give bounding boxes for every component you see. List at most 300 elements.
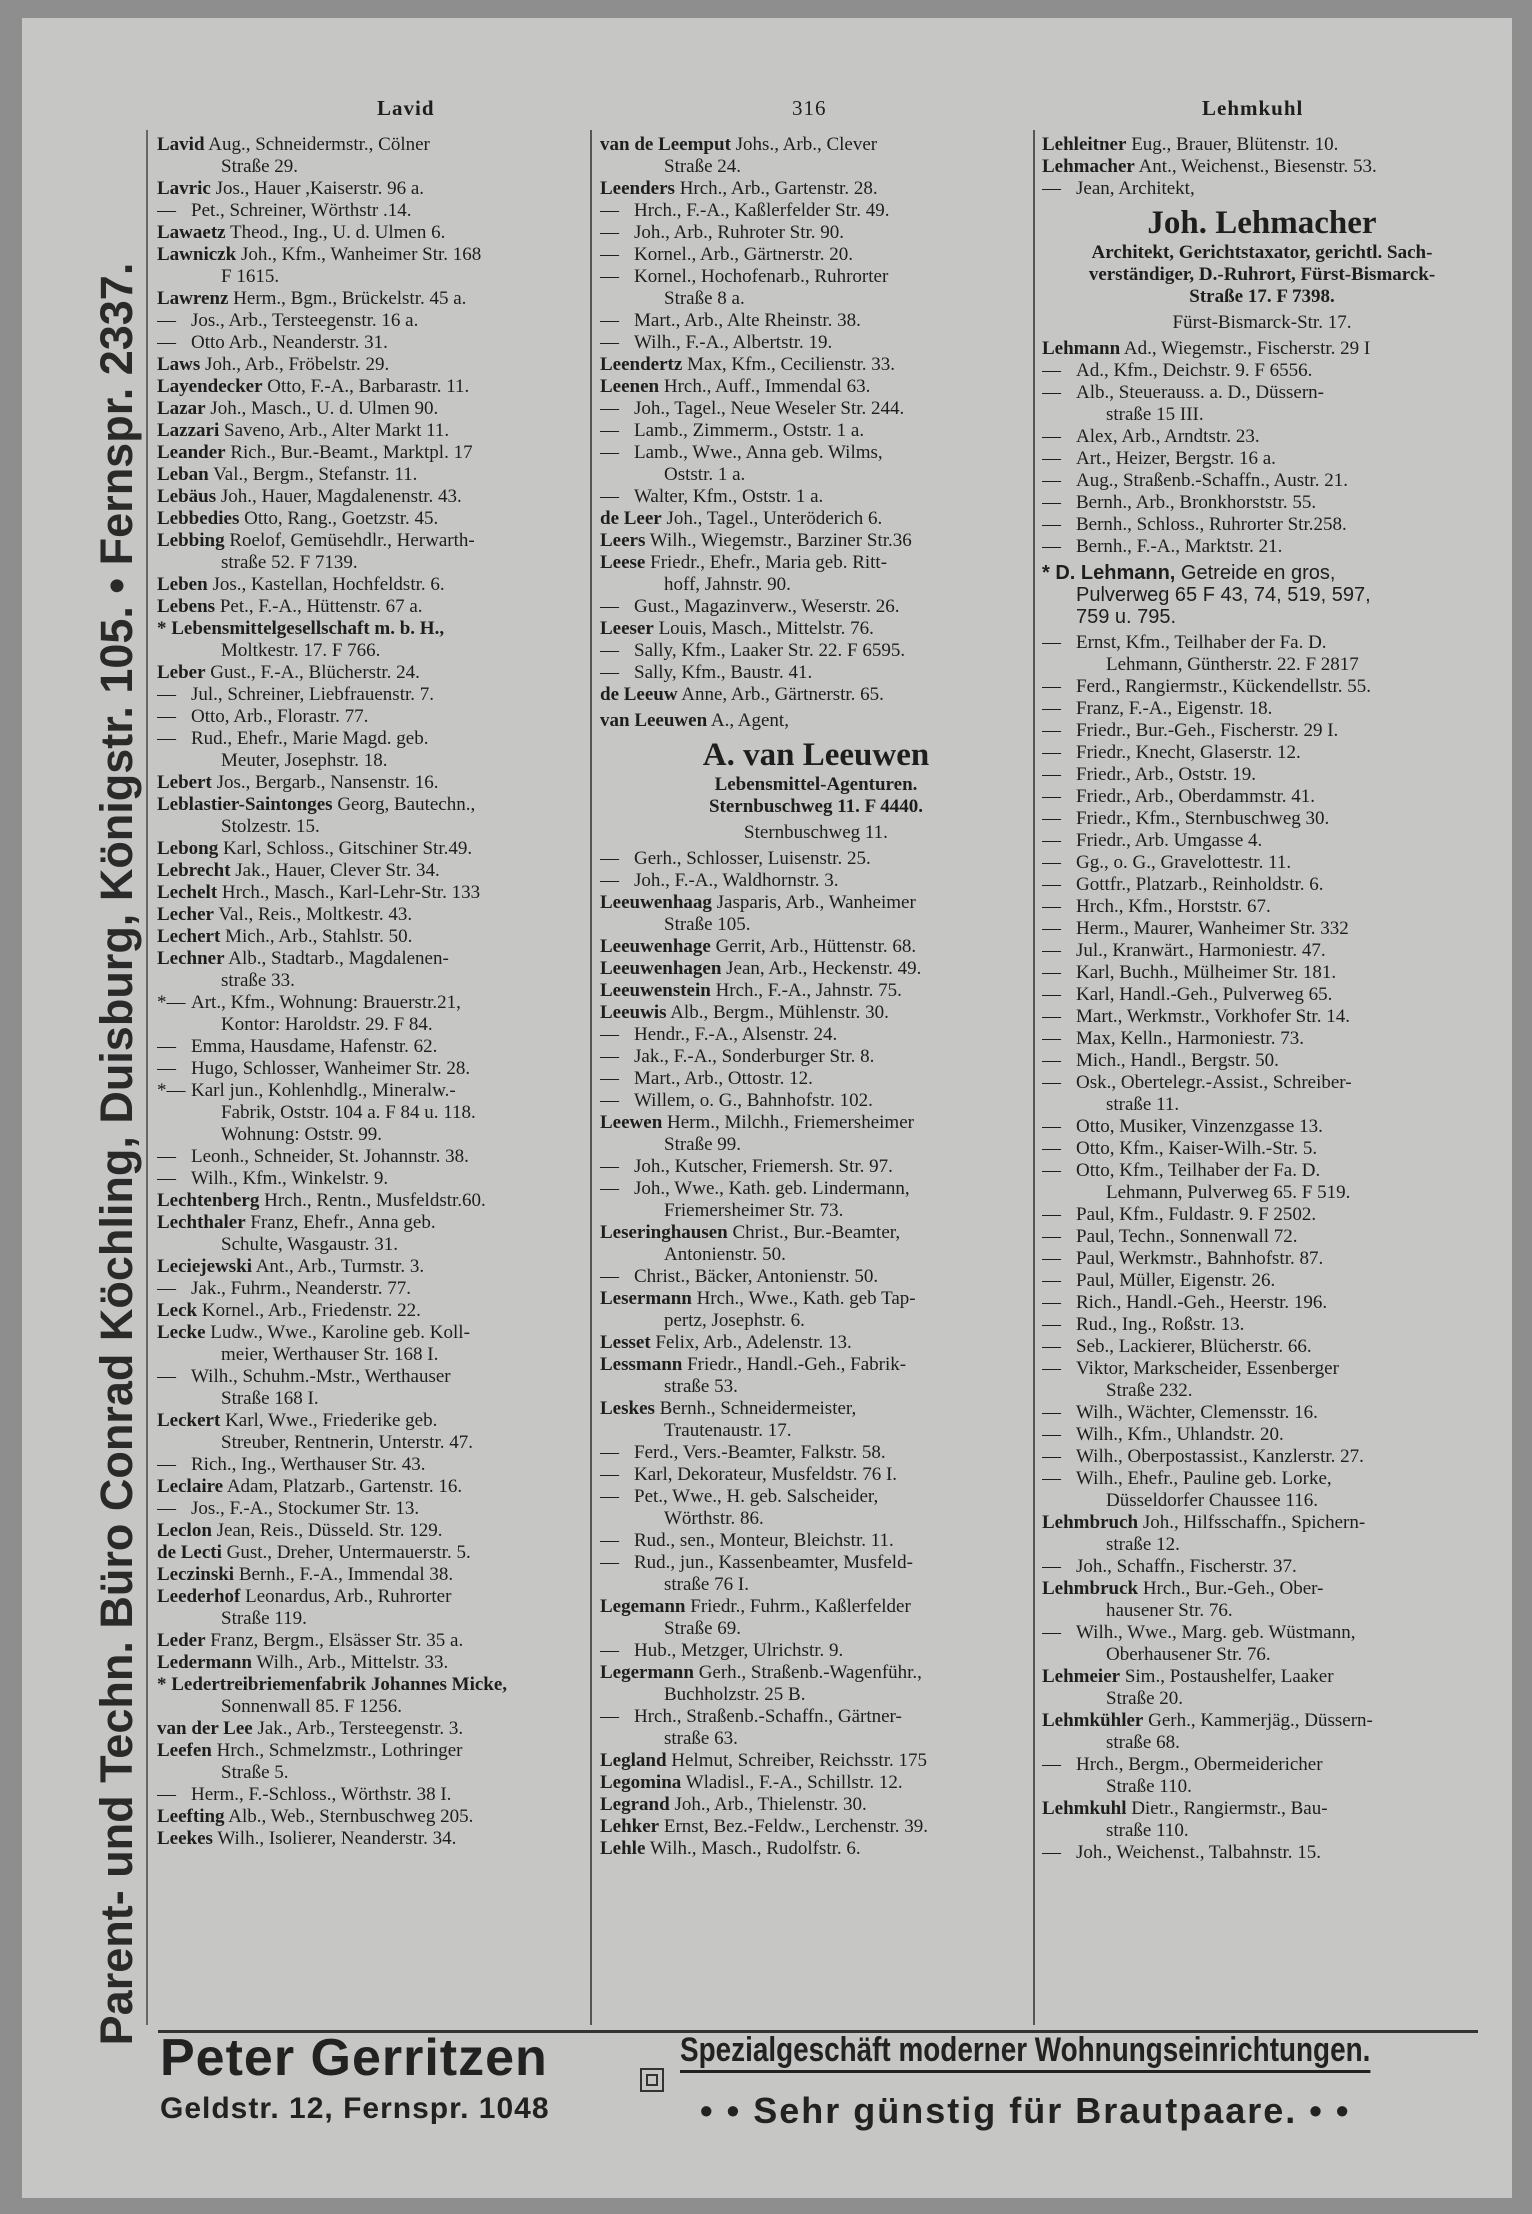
entry-line (1042, 1622, 1482, 1644)
ditto-mark: — (1042, 1556, 1061, 1577)
directory-entry (1042, 698, 1482, 720)
entry-line (157, 772, 589, 794)
entry-line (1042, 852, 1482, 874)
entry-details: Ad., Wiegemstr., Fischerstr. 29 I (1123, 338, 1371, 359)
ditto-mark: — (600, 244, 619, 265)
directory-entry (1042, 1116, 1482, 1138)
header-left-keyword: Lavid (377, 96, 435, 120)
entry-line (157, 1498, 589, 1520)
entry-line (1042, 1226, 1482, 1248)
entry-details: Wilh., Oberpostassist., Kanzlerstr. 27. (1076, 1446, 1364, 1467)
entry-details: Karl, Handl.-Geh., Pulverweg 65. (1076, 984, 1333, 1005)
entry-surname: Leekes (157, 1828, 213, 1849)
directory-entry (157, 442, 589, 464)
entry-line (157, 398, 589, 420)
entry-surname: Lehmann (1042, 338, 1121, 359)
ditto-mark: — (600, 640, 619, 661)
directory-entry (1042, 514, 1482, 536)
entry-line (157, 1652, 589, 1674)
ad-specialty: Spezialgeschäft moderner Wohnungseinrichtungen. (680, 2030, 1370, 2073)
entry-surname: Leenen (600, 376, 660, 397)
directory-entry (157, 728, 589, 772)
entry-line (157, 1300, 589, 1322)
ditto-mark: — (1042, 1006, 1061, 1027)
entry-surname: Lehker (600, 1816, 660, 1837)
entry-details: Friedr., Handl.-Geh., Fabrik- (687, 1354, 907, 1375)
directory-entry (600, 1046, 1032, 1068)
directory-entry (157, 1454, 589, 1476)
entry-line (157, 574, 589, 596)
directory-entry (157, 596, 589, 618)
entry-line (1042, 1160, 1482, 1182)
entry-line (157, 1322, 589, 1344)
entry-continuation: Oberhausener Str. 76. (1106, 1644, 1271, 1665)
directory-entry (600, 1354, 1032, 1398)
directory-entry (157, 1212, 589, 1256)
entry-continuation: Streuber, Rentnerin, Unterstr. 47. (221, 1432, 473, 1453)
entry-surname: Legermann (600, 1662, 694, 1683)
directory-entry (1042, 1622, 1482, 1666)
directory-entry (600, 1772, 1032, 1794)
entry-details: Rich., Handl.-Geh., Heerstr. 196. (1076, 1292, 1328, 1313)
ditto-mark: — (600, 1046, 619, 1067)
directory-entry (600, 618, 1032, 640)
ditto-mark: — (1042, 830, 1061, 851)
entry-details: Hrch., Wwe., Kath. geb Tap- (696, 1288, 916, 1309)
entry-details: Wilh., Arb., Mittelstr. 33. (256, 1652, 449, 1673)
ditto-mark: — (1042, 676, 1061, 697)
directory-entry (600, 552, 1032, 596)
entry-details: Hugo, Schlosser, Wanheimer Str. 28. (191, 1058, 471, 1079)
entry-details: Jul., Kranwärt., Harmoniestr. 47. (1076, 940, 1326, 961)
entry-surname: Lehmbruck (1042, 1578, 1139, 1599)
advertisement-title: A. van Leeuwen (702, 737, 930, 773)
entry-details: Dietr., Rangiermstr., Bau- (1131, 1798, 1328, 1819)
directory-entry (600, 354, 1032, 376)
ornament-icon (640, 2068, 664, 2092)
directory-entry (1042, 676, 1482, 698)
directory-entry (1042, 940, 1482, 962)
entry-details: Jean, Arb., Heckenstr. 49. (726, 958, 922, 979)
directory-entry (157, 1366, 589, 1410)
directory-entry (1042, 1226, 1482, 1248)
entry-continuation: straße 15 III. (1106, 404, 1204, 425)
entry-line (1042, 742, 1482, 764)
entry-line (1042, 1292, 1482, 1314)
entry-surname: Ledermann (157, 1652, 252, 1673)
directory-entry (600, 1596, 1032, 1640)
entry-line (1042, 1512, 1482, 1534)
entry-line (157, 420, 589, 442)
entry-line (600, 662, 1032, 684)
entry-details: Bernh., F.-A., Immendal 38. (238, 1564, 454, 1585)
ditto-mark: — (1042, 1226, 1061, 1247)
entry-line (1042, 676, 1482, 698)
directory-entry (157, 376, 589, 398)
entry-surname: Leder (157, 1630, 206, 1651)
entry-continuation: straße 12. (1106, 1534, 1180, 1555)
entry-continuation: Straße 232. (1106, 1380, 1193, 1401)
ditto-mark: — (600, 420, 619, 441)
entry-line (1042, 1754, 1482, 1776)
entry-line (1042, 426, 1482, 448)
entry-details: Hrch., F.-A., Kaßlerfelder Str. 49. (634, 200, 890, 221)
entry-details: Osk., Obertelegr.-Assist., Schreiber- (1076, 1072, 1352, 1093)
address-line: Fürst-Bismarck-Str. 17. (1172, 312, 1352, 333)
entry-line (1042, 1358, 1482, 1380)
advertisement-line: Sternbuschweg 11. F 4440. (708, 796, 924, 817)
directory-entry (1042, 896, 1482, 918)
entry-line (157, 596, 589, 618)
entry-details: Gust., F.-A., Blücherstr. 24. (210, 662, 420, 683)
entry-details: Herm., F.-Schloss., Wörthstr. 38 I. (191, 1784, 452, 1805)
directory-entry (1042, 1072, 1482, 1116)
column-divider (146, 130, 148, 2025)
entry-line (157, 200, 589, 222)
directory-entry (600, 442, 1032, 486)
entry-details: Alb., Web., Sternbuschweg 205. (228, 1806, 474, 1827)
entry-details: Saveno, Arb., Alter Markt 11. (224, 420, 450, 441)
ditto-mark: — (157, 684, 176, 705)
entry-details: Hrch., Kfm., Horststr. 67. (1076, 896, 1271, 917)
directory-entry (1042, 178, 1482, 200)
directory-entry (157, 332, 589, 354)
entry-details: Joh., Masch., U. d. Ulmen 90. (210, 398, 439, 419)
directory-entry (157, 1036, 589, 1058)
ditto-mark: — (1042, 1754, 1061, 1775)
directory-entry (157, 1740, 589, 1784)
directory-entry (157, 530, 589, 574)
entry-line (157, 508, 589, 530)
entry-line (600, 1090, 1032, 1112)
entry-details: Friedr., Ehefr., Maria geb. Ritt- (650, 552, 888, 573)
ditto-mark: — (1042, 852, 1061, 873)
directory-entry (157, 288, 589, 310)
entry-line (1042, 1556, 1482, 1578)
entry-line (600, 1266, 1032, 1288)
entry-line (1042, 632, 1482, 654)
entry-line (600, 870, 1032, 892)
entry-line (157, 1256, 589, 1278)
entry-line (157, 1366, 589, 1388)
entry-details: Karl, Buchh., Mülheimer Str. 181. (1076, 962, 1337, 983)
entry-line (157, 1168, 589, 1190)
entry-details: Ferd., Rangiermstr., Kückendellstr. 55. (1076, 676, 1371, 697)
entry-details: Seb., Lackierer, Blücherstr. 66. (1076, 1336, 1312, 1357)
entry-line (157, 1740, 589, 1762)
entry-details: Ant., Weichenst., Biesenstr. 53. (1138, 156, 1377, 177)
entry-line (600, 508, 1032, 530)
entry-line (1042, 1710, 1482, 1732)
ditto-mark: — (600, 1266, 619, 1287)
entry-surname: Lebert (157, 772, 212, 793)
entry-continuation: Straße 99. (664, 1134, 742, 1155)
entry-surname: Leeuwenstein (600, 980, 711, 1001)
ditto-mark: — (1042, 720, 1061, 741)
ditto-mark: — (1042, 1160, 1061, 1181)
entry-line (1042, 1204, 1482, 1226)
ditto-mark: — (1042, 448, 1061, 469)
directory-entry (157, 1652, 589, 1674)
entry-surname: * D. Lehmann, (1042, 562, 1176, 584)
directory-entry (600, 662, 1032, 684)
directory-entry (600, 1662, 1032, 1706)
directory-entry (600, 486, 1032, 508)
entry-line (1042, 448, 1482, 470)
entry-details: Bernh., Schneidermeister, (659, 1398, 857, 1419)
directory-entry (157, 1564, 589, 1586)
directory-entry (600, 596, 1032, 618)
ditto-mark: — (1042, 514, 1061, 535)
entry-continuation: straße 76 I. (664, 1574, 749, 1595)
ditto-mark: *— (157, 992, 186, 1013)
entry-details: Pet., Schreiner, Wörthstr .14. (191, 200, 412, 221)
column-2 (600, 134, 1032, 1860)
entry-line (1042, 1006, 1482, 1028)
directory-entry (157, 1080, 589, 1146)
directory-entry (1042, 382, 1482, 426)
entry-details: Hrch., Masch., Karl-Lehr-Str. 133 (221, 882, 481, 903)
entry-line (1042, 1578, 1482, 1600)
directory-entry (157, 992, 589, 1036)
entry-details: Karl, Schloss., Gitschiner Str.49. (223, 838, 473, 859)
ditto-mark: *— (157, 1080, 186, 1101)
entry-surname: Legland (600, 1750, 667, 1771)
directory-entry (1042, 1468, 1482, 1512)
entry-surname: Lehmkuhl (1042, 1798, 1127, 1819)
entry-line (600, 420, 1032, 442)
entry-line (1042, 698, 1482, 720)
entry-details: Christ., Bur.-Beamter, (732, 1222, 901, 1243)
entry-surname: van der Lee (157, 1718, 253, 1739)
ditto-mark: — (1042, 1468, 1061, 1489)
directory-entry (1042, 426, 1482, 448)
directory-entry (157, 772, 589, 794)
entry-continuation: Straße 168 I. (221, 1388, 319, 1409)
entry-continuation: Oststr. 1 a. (664, 464, 746, 485)
entry-details: Wilh., Wwe., Marg. geb. Wüstmann, (1076, 1622, 1356, 1643)
entry-details: Hrch., Rentn., Musfeldstr.60. (264, 1190, 486, 1211)
ditto-mark: — (1042, 1116, 1061, 1137)
directory-entry (600, 1024, 1032, 1046)
entry-details: Friedr., Arb. Umgasse 4. (1076, 830, 1263, 851)
directory-entry (157, 662, 589, 684)
entry-continuation: pertz, Josephstr. 6. (664, 1310, 805, 1331)
directory-entry (600, 200, 1032, 222)
entry-surname: Leczinski (157, 1564, 235, 1585)
entry-continuation: straße 110. (1106, 1820, 1189, 1841)
entry-line (157, 860, 589, 882)
directory-entry (600, 530, 1032, 552)
entry-line (1042, 1028, 1482, 1050)
directory-entry (1042, 1028, 1482, 1050)
entry-details: Lamb., Wwe., Anna geb. Wilms, (634, 442, 883, 463)
directory-entry (600, 310, 1032, 332)
entry-line (1042, 984, 1482, 1006)
entry-details: Emma, Hausdame, Hafenstr. 62. (191, 1036, 438, 1057)
ditto-mark: — (1042, 742, 1061, 763)
entry-line (157, 1080, 589, 1102)
entry-line (157, 178, 589, 200)
entry-surname: Lehmkühler (1042, 1710, 1144, 1731)
entry-details: Bernh., F.-A., Marktstr. 21. (1076, 536, 1283, 557)
entry-continuation: Düsseldorfer Chaussee 116. (1106, 1490, 1318, 1511)
entry-surname: Leeuwenhaag (600, 892, 712, 913)
entry-surname: Lechert (157, 926, 221, 947)
entry-details: Walter, Kfm., Oststr. 1 a. (634, 486, 824, 507)
ditto-mark: — (1042, 1292, 1061, 1313)
entry-details: Karl, Dekorateur, Musfeldstr. 76 I. (634, 1464, 898, 1485)
entry-line (1042, 896, 1482, 918)
entry-line (157, 926, 589, 948)
directory-entry (1042, 808, 1482, 830)
entry-line (600, 552, 1032, 574)
ditto-mark: — (157, 1498, 176, 1519)
entry-line (600, 398, 1032, 420)
entry-surname: van de Leemput (600, 134, 731, 155)
entry-details: Joh., Arb., Thielenstr. 30. (674, 1794, 867, 1815)
entry-details: Paul, Werkmstr., Bahnhofstr. 87. (1076, 1248, 1324, 1269)
entry-details: Friedr., Arb., Oststr. 19. (1076, 764, 1256, 785)
entry-line (157, 354, 589, 376)
entry-details: Eug., Brauer, Blütenstr. 10. (1131, 134, 1339, 155)
entry-line (157, 992, 589, 1014)
entry-surname: Lebong (157, 838, 219, 859)
ditto-mark: — (157, 310, 176, 331)
entry-line (600, 1530, 1032, 1552)
directory-entry (600, 266, 1032, 310)
ditto-mark: — (157, 706, 176, 727)
entry-continuation: Buchholzstr. 25 B. (664, 1684, 806, 1705)
entry-line (157, 288, 589, 310)
entry-details: Pet., F.-A., Hüttenstr. 67 a. (219, 596, 423, 617)
directory-entry (1042, 918, 1482, 940)
entry-line (600, 892, 1032, 914)
entry-line (157, 530, 589, 552)
entry-surname: Lechner (157, 948, 225, 969)
entry-details: Ernst, Bez.-Feldw., Lerchenstr. 39. (663, 1816, 929, 1837)
entry-line (157, 442, 589, 464)
entry-line (600, 442, 1032, 464)
ditto-mark: — (600, 1552, 619, 1573)
entry-continuation: Fabrik, Oststr. 104 a. F 84 u. 118. (221, 1102, 476, 1123)
directory-entry (600, 848, 1032, 870)
directory-entry (1042, 1666, 1482, 1710)
entry-details: Getreide en gros, (1180, 562, 1336, 584)
entry-line (157, 1476, 589, 1498)
entry-line (600, 1178, 1032, 1200)
entry-details: Franz, F.-A., Eigenstr. 18. (1076, 698, 1273, 719)
directory-entry (600, 1706, 1032, 1750)
entry-line (157, 1806, 589, 1828)
directory-entry (157, 882, 589, 904)
entry-line (1042, 382, 1482, 404)
directory-entry (1042, 1248, 1482, 1270)
directory-entry (600, 244, 1032, 266)
entry-continuation: Wohnung: Oststr. 99. (221, 1124, 383, 1145)
directory-entry (1042, 852, 1482, 874)
entry-line (600, 244, 1032, 266)
entry-line (600, 1112, 1032, 1134)
ditto-mark: — (1042, 698, 1061, 719)
entry-surname: Leckert (157, 1410, 221, 1431)
entry-line (1042, 1798, 1482, 1820)
ditto-mark: — (600, 1442, 619, 1463)
entry-surname: Lehle (600, 1838, 646, 1859)
ditto-mark: — (1042, 1842, 1061, 1863)
directory-entry (600, 1552, 1032, 1596)
entry-surname: Leban (157, 464, 209, 485)
entry-details: Paul, Kfm., Fuldastr. 9. F 2502. (1076, 1204, 1317, 1225)
entry-details: Ferd., Vers.-Beamter, Falkstr. 58. (634, 1442, 886, 1463)
entry-surname: Leskes (600, 1398, 655, 1419)
entry-surname: Lessmann (600, 1354, 683, 1375)
entry-line (1042, 178, 1482, 200)
entry-line (600, 332, 1032, 354)
entry-details: Jul., Schreiner, Liebfrauenstr. 7. (191, 684, 435, 705)
entry-details: Jos., Kastellan, Hochfeldstr. 6. (212, 574, 445, 595)
ditto-mark: — (600, 1640, 619, 1661)
entry-details: Gerh., Kammerjäg., Düssern- (1148, 1710, 1373, 1731)
entry-details: Alb., Bergm., Mühlenstr. 30. (670, 1002, 889, 1023)
entry-line (600, 640, 1032, 662)
entry-details: Max, Kelln., Harmoniestr. 73. (1076, 1028, 1304, 1049)
entry-line (157, 728, 589, 750)
entry-line (1042, 1248, 1482, 1270)
entry-continuation: Antonienstr. 50. (664, 1244, 786, 1265)
entry-line (600, 1068, 1032, 1090)
entry-surname: Lesermann (600, 1288, 692, 1309)
entry-details: Otto, F.-A., Barbarastr. 11. (267, 376, 470, 397)
entry-details: Rich., Ing., Werthauser Str. 43. (191, 1454, 426, 1475)
directory-entry (600, 1002, 1032, 1024)
directory-entry (600, 1838, 1032, 1860)
directory-entry (157, 684, 589, 706)
ditto-mark: — (600, 1706, 619, 1727)
entry-details: Joh., Schaffn., Fischerstr. 37. (1076, 1556, 1297, 1577)
directory-entry (600, 1178, 1032, 1222)
ditto-mark: — (1042, 1358, 1061, 1379)
directory-entry (1042, 720, 1482, 742)
entry-surname: Lebäus (157, 486, 217, 507)
entry-continuation: Moltkestr. 17. F 766. (221, 640, 381, 661)
directory-entry (1042, 492, 1482, 514)
directory-entry (600, 1398, 1032, 1442)
directory-entry (1042, 962, 1482, 984)
entry-line (600, 354, 1032, 376)
entry-details: Wladisl., F.-A., Schillstr. 12. (685, 1772, 903, 1793)
entry-line (1042, 1468, 1482, 1490)
entry-details: Max, Kfm., Cecilienstr. 33. (687, 354, 895, 375)
entry-line (1042, 1050, 1482, 1072)
entry-surname: Lawrenz (157, 288, 229, 309)
directory-entry (600, 1816, 1032, 1838)
directory-entry (1042, 1270, 1482, 1292)
ditto-mark: — (1042, 940, 1061, 961)
entry-details: Pet., Wwe., H. geb. Salscheider, (634, 1486, 879, 1507)
directory-entry (1042, 156, 1482, 178)
entry-surname: Lehleitner (1042, 134, 1127, 155)
entry-continuation: Straße 105. (664, 914, 751, 935)
entry-line (600, 310, 1032, 332)
header-right-keyword: Lehmkuhl (1202, 96, 1304, 120)
ditto-mark: — (1042, 1028, 1061, 1049)
entry-details: Anne, Arb., Gärtnerstr. 65. (681, 684, 884, 705)
entry-line (157, 1630, 589, 1652)
entry-surname: Leefen (157, 1740, 212, 1761)
entry-details: Leonh., Schneider, St. Johannstr. 38. (191, 1146, 469, 1167)
directory-entry (1042, 338, 1482, 360)
